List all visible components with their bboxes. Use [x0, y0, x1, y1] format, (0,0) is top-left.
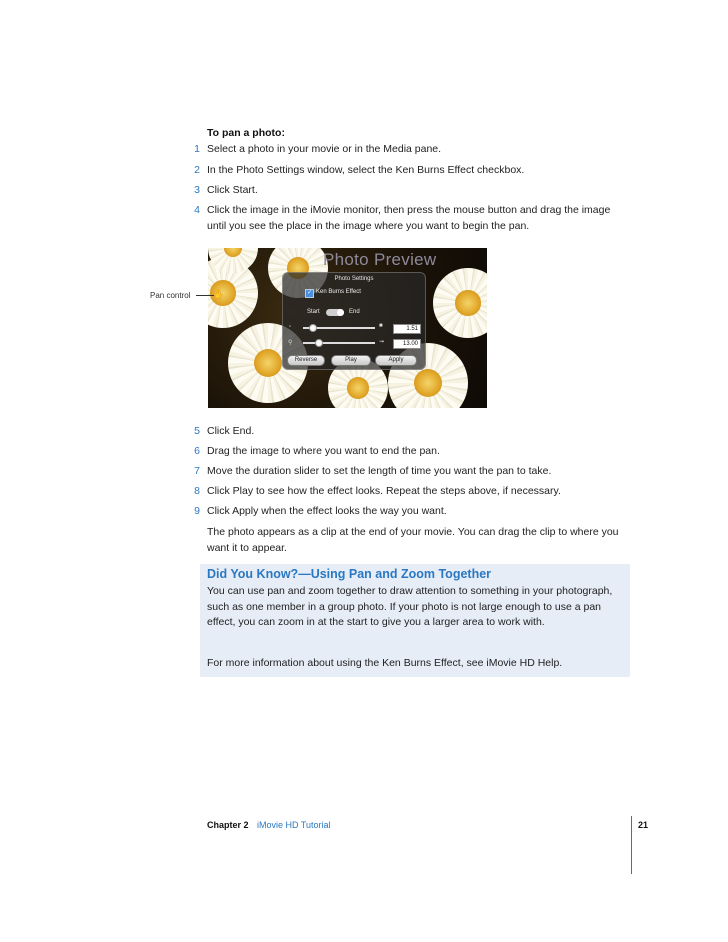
step-number: 3	[194, 184, 200, 196]
step-text: Move the duration slider to set the length of time you want the pan to take.	[207, 465, 552, 477]
zoom-slider-knob[interactable]	[309, 324, 317, 332]
did-you-know-more-info: For more information about using the Ken Burns Effect, see iMovie HD Help.	[207, 657, 563, 669]
flower	[433, 268, 487, 338]
step-text: Drag the image to where you want to end the pan.	[207, 445, 440, 457]
zoom-large-icon: ■	[379, 323, 383, 329]
step-text: Click Play to see how the effect looks. Repeat the steps above, if necessary.	[207, 485, 561, 497]
procedure-heading: To pan a photo:	[207, 127, 285, 139]
duration-slow-icon: ⚲	[288, 340, 293, 346]
zoom-small-icon: ▫	[289, 324, 292, 330]
apply-button[interactable]: Apply	[375, 355, 417, 366]
photo-preview-title: Photo Preview	[323, 250, 437, 269]
page-number: 21	[638, 820, 649, 830]
step-number: 4	[194, 204, 200, 216]
toggle-knob	[337, 309, 344, 316]
reverse-button[interactable]: Reverse	[287, 355, 325, 366]
step-number: 9	[194, 505, 200, 517]
zoom-value-field[interactable]: 1.51	[393, 324, 421, 334]
play-button[interactable]: Play	[331, 355, 371, 366]
step-text: Select a photo in your movie or in the Media pane.	[207, 143, 442, 155]
duration-slider-knob[interactable]	[315, 339, 323, 347]
duration-slider[interactable]	[303, 342, 375, 344]
duration-fast-icon: ⇝	[379, 339, 385, 345]
step-text: Click Apply when the effect looks the way you want.	[207, 505, 447, 517]
hand-icon[interactable]: ✋	[213, 289, 225, 299]
did-you-know-title: Did You Know?—Using Pan and Zoom Together	[207, 567, 492, 581]
ken-burns-label: Ken Burns Effect	[316, 289, 361, 295]
step-number: 6	[194, 445, 200, 457]
step-number: 2	[194, 164, 200, 176]
end-label[interactable]: End	[349, 309, 360, 315]
ken-burns-checkbox[interactable]: ✓	[306, 290, 313, 296]
callout-leader-line	[196, 295, 214, 296]
step-number: 5	[194, 425, 200, 437]
footer-divider	[631, 816, 632, 874]
pan-control-callout: Pan control	[150, 291, 191, 300]
result-paragraph: The photo appears as a clip at the end of your movie. You can drag the clip to where you want it to appear.	[207, 526, 619, 554]
step-number: 8	[194, 485, 200, 497]
photo-settings-panel	[282, 272, 426, 370]
start-label[interactable]: Start	[307, 309, 320, 315]
step-number: 1	[194, 143, 200, 155]
step-text: Click End.	[207, 425, 255, 437]
duration-value-field[interactable]: 13.00	[393, 339, 421, 349]
did-you-know-text: You can use pan and zoom together to draw attention to something in your photograph, such as one member in a group photo. If your photo is not large enough to use a pan effect, you can zoom in at the start to give you a larger area to work with.	[207, 585, 613, 628]
step-text: Click Start.	[207, 184, 258, 196]
step-text: In the Photo Settings window, select the Ken Burns Effect checkbox.	[207, 164, 525, 176]
start-end-toggle[interactable]	[326, 309, 344, 316]
step-text: Click the image in the iMovie monitor, then press the mouse button and drag the image until you see the place in the image where you want to begin the pan.	[207, 204, 611, 232]
step-number: 7	[194, 465, 200, 477]
footer-title: iMovie HD Tutorial	[257, 820, 331, 830]
footer-chapter: Chapter 2	[207, 820, 249, 830]
panel-title: Photo Settings	[334, 276, 374, 282]
